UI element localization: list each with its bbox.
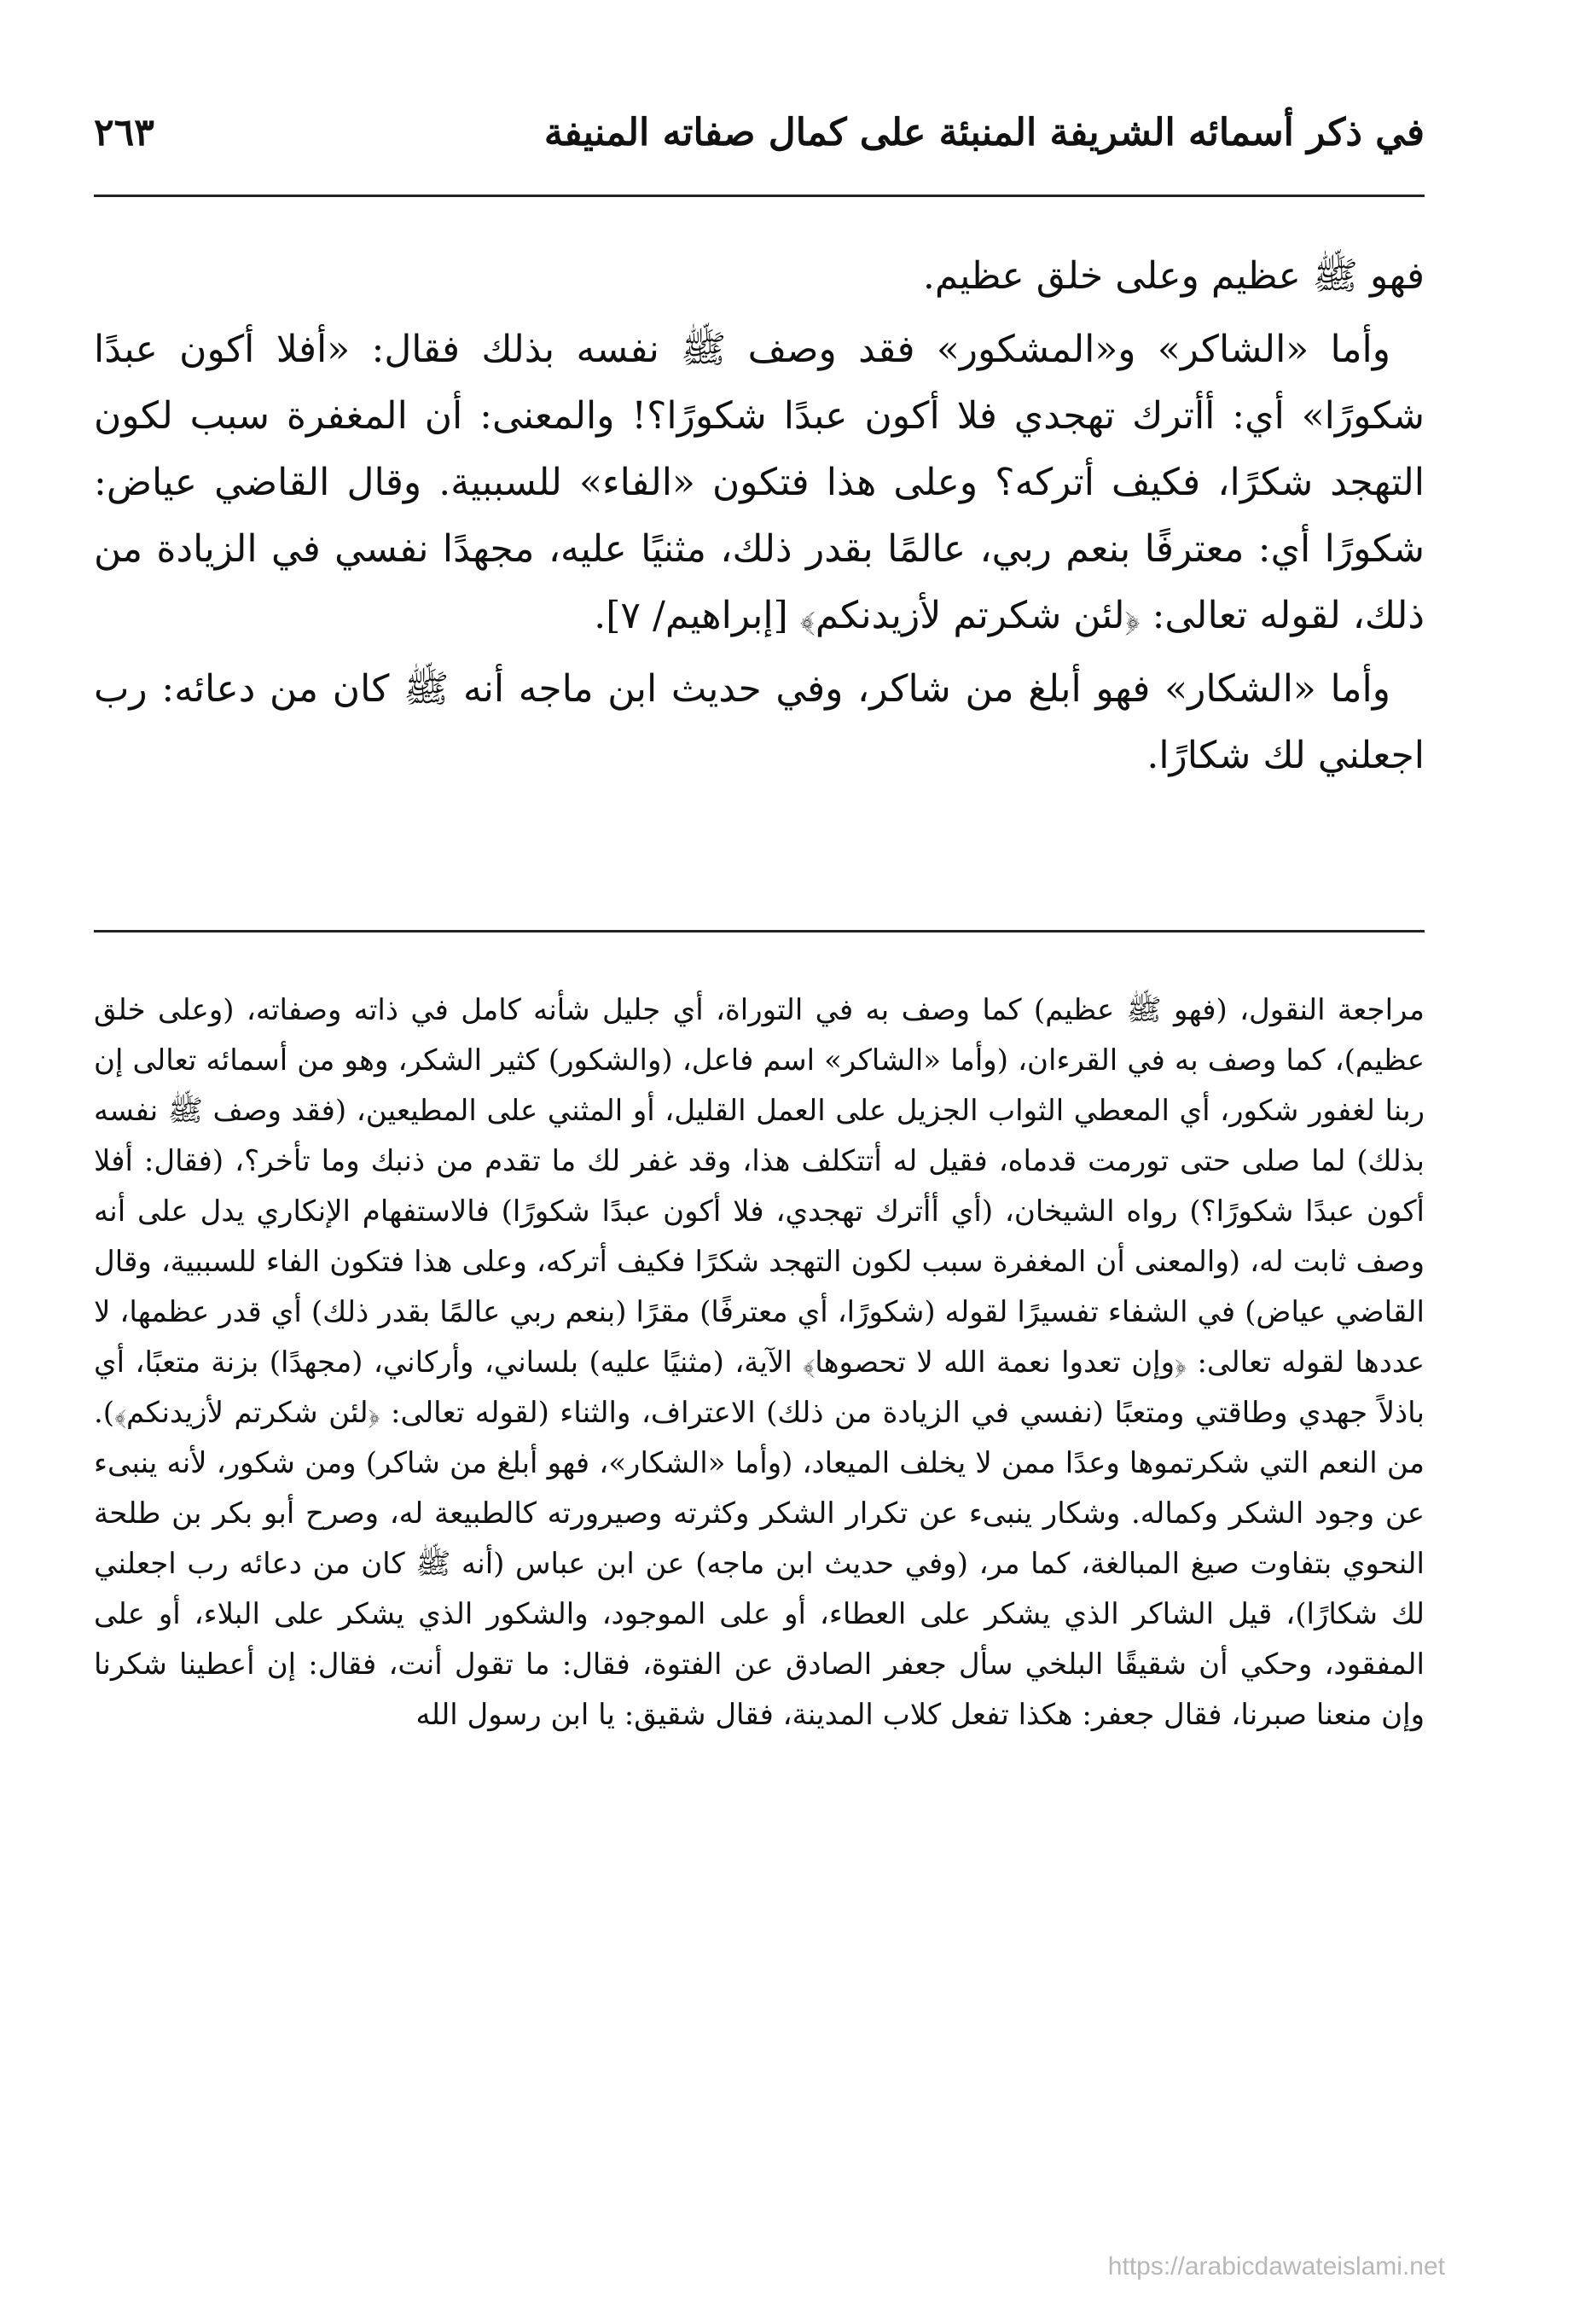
- main-paragraph: وأما «الشكار» فهو أبلغ من شاكر، وفي حديث ابن ماجه أنه ﷺ كان من دعائه: رب اجعلني لك شكارًا.: [94, 667, 1425, 777]
- main-paragraph: فهو ﷺ عظيم وعلى خلق عظيم.: [922, 254, 1425, 298]
- header-divider: [94, 195, 1425, 197]
- main-paragraph: وأما «الشاكر» و«المشكور» فقد وصف ﷺ نفسه بذلك فقال: «أفلا أكون عبدًا شكورًا» أي: أأترك تهجدي فلا أكون عبدًا شكورًا؟! والمعنى: أن المغفرة سبب لكون التهجد شكرًا، فكيف أتركه؟ وعلى هذا فتكون «الفاء» للسببية. وقال القاضي عياض: شكورًا أي: معترفًا بنعم ربي، عالمًا بقدر ذلك، مثنيًا عليه، مجهدًا نفسي في الزيادة من ذلك، لقوله تعالى: ﴿لئن شكرتم لأزيدنكم﴾ [إبراهيم/ ٧].: [94, 328, 1425, 637]
- commentary-paragraph: مراجعة النقول، (فهو ﷺ عظيم) كما وصف به في التوراة، أي جليل شأنه كامل في ذاته وصفاته، (وعلى خلق عظيم)، كما وصف به في القرءان، (وأما «الشاكر» اسم فاعل، (والشكور) كثير الشكر، وهو من أسمائه تعالى إن ربنا لغفور شكور، أي المعطي الثواب الجزيل على العمل القليل، أو المثني على المطيعين، (فقد وصف ﷺ نفسه بذلك) لما صلى حتى تورمت قدماه، فقيل له أتتكلف هذا، وقد غفر لك ما تقدم من ذنبك وما تأخر؟، (فقال: أفلا أكون عبدًا شكورًا؟) رواه الشيخان، (أي أأترك تهجدي، فلا أكون عبدًا شكورًا) فالاستفهام الإنكاري يدل على أنه وصف ثابت له، (والمعنى أن المغفرة سبب لكون التهجد شكرًا فكيف أتركه، وعلى هذا فتكون الفاء للسببية، وقال القاضي عياض) في الشفاء تفسيرًا لقوله (شكورًا، أي معترفًا) مقرًا (بنعم ربي عالمًا بقدر ذلك) أي قدر عظمها، لا عددها لقوله تعالى: ﴿وإن تعدوا نعمة الله لا تحصوها﴾ الآية، (مثنيًا عليه) بلساني، وأركاني، (مجهدًا) بزنة متعبًا، أي باذلاً جهدي وطاقتي ومتعبًا (نفسي في الزيادة من ذلك) الاعتراف، والثناء (لقوله تعالى: ﴿لئن شكرتم لأزيدنكم﴾). من النعم التي شكرتموها وعدًا ممن لا يخلف الميعاد، (وأما «الشكار»، فهو أبلغ من شاكر) ومن شكور، لأنه ينبىء عن وجود الشكر وكماله. وشكار ينبىء عن تكرار الشكر وكثرته وصيرورته كالطبيعة له، وصرح أبو بكر بن طلحة النحوي بتفاوت صيغ المبالغة، كما مر، (وفي حديث ابن ماجه) عن ابن عباس (أنه ﷺ كان من دعائه رب اجعلني لك شكارًا)، قيل الشاكر الذي يشكر على العطاء، أو على الموجود، والشكور الذي يشكر على البلاء، أو على المفقود، وحكي أن شقيقًا البلخي سأل جعفر الصادق عن الفتوة، فقال: ما تقول أنت، فقال: إن أعطينا شكرنا وإن منعنا صبرنا، فقال جعفر: هكذا تفعل كلاب المدينة، فقال شقيق: يا ابن رسول الله: [94, 993, 1425, 1732]
- commentary-text: [94, 985, 1425, 1740]
- page-number: ٢٦٣: [94, 111, 154, 154]
- watermark-url: https://arabicdawateislami.net: [1107, 2252, 1445, 2280]
- running-header: [94, 102, 1425, 188]
- running-title: في ذكر أسمائه الشريفة المنبئة على كمال صفاته المنيفة: [543, 111, 1425, 154]
- footnote-divider: [94, 930, 1425, 933]
- main-text: [94, 243, 1425, 796]
